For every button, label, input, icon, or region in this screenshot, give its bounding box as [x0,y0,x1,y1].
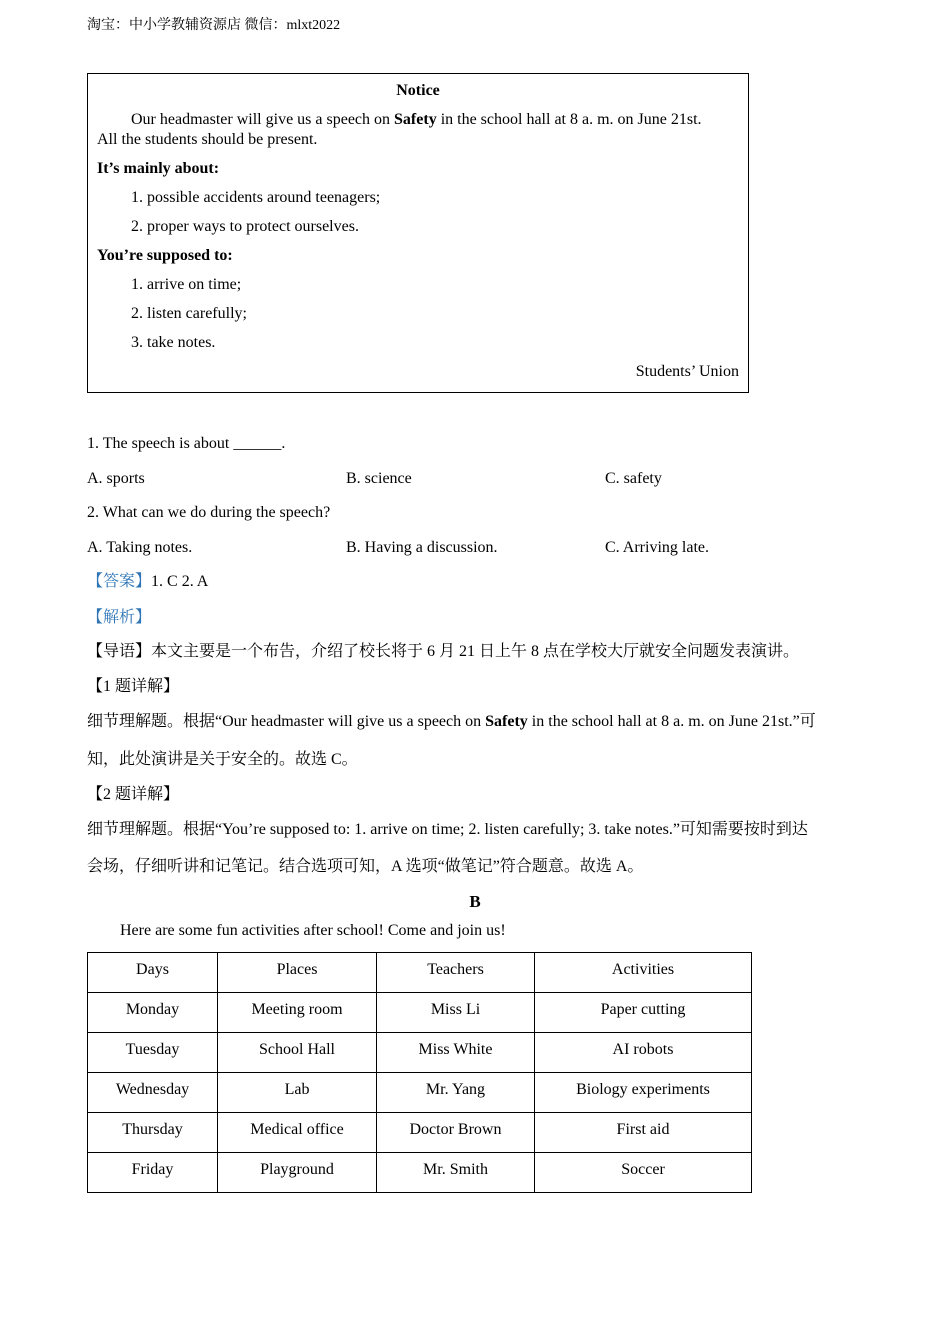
table-cell: School Hall [218,1033,377,1073]
table-cell: First aid [535,1113,752,1153]
table-row [88,1113,752,1153]
table-cell: AI robots [535,1033,752,1073]
table-row [88,1073,752,1113]
notice-intro-line2: All the students should be present. [97,131,318,148]
answer-text: 1. C 2. A [151,573,209,590]
notice-intro: Our headmaster will give us a speech on Safety in the school hall at 8 a. m. on June 21st. [131,111,702,128]
q2-detail-line2: 会场，仔细听讲和记笔记。结合选项可知，A 选项“做笔记”符合题意。故选 A。 [87,858,644,875]
header-cell: Places [218,953,377,993]
question-1-option-c: C. safety [605,470,662,487]
notice-supposed-item: 1. arrive on time; [131,276,242,293]
notice-supposed-heading: You’re supposed to: [97,247,233,264]
header-cell: Activities [535,953,752,993]
table-cell: Monday [88,993,218,1033]
notice-intro-bold: Safety [394,111,437,128]
table-header-row [88,953,752,993]
notice-supposed-item: 3. take notes. [131,334,216,351]
table-cell: Friday [88,1153,218,1193]
analysis-guide: 【导语】本文主要是一个布告，介绍了校长将于 6 月 21 日上午 8 点在学校大厅就安全问题发表演讲。 [87,643,800,660]
answer-line [87,572,208,592]
answer-label: 【答案】 [87,573,152,590]
table-cell: Mr. Yang [377,1073,535,1113]
q2-detail-heading: 【2 题详解】 [87,786,180,803]
table-cell: Miss White [377,1033,535,1073]
table-cell: Playground [218,1153,377,1193]
question-2-option-a: A. Taking notes. [87,539,193,556]
question-2-stem: 2. What can we do during the speech? [87,504,331,521]
q2-detail-line1: 细节理解题。根据“You’re supposed to: 1. arrive on time; 2. listen carefully; 3. take notes.”可知需要按时到达 [87,821,808,838]
header-note: 淘宝：中小学教辅资源店 微信：mlxt2022 [87,18,341,33]
table-cell: Medical office [218,1113,377,1153]
question-1-option-b: B. science [346,470,412,487]
q1-detail-heading: 【1 题详解】 [87,678,180,695]
q1-detail-bold: Safety [485,713,528,730]
notice-box [87,73,749,393]
table-cell: Meeting room [218,993,377,1033]
header-cell: Teachers [377,953,535,993]
notice-about-item: 1. possible accidents around teenagers; [131,189,381,206]
activities-table [87,952,752,1193]
table-cell: Doctor Brown [377,1113,535,1153]
q1-detail-line1: 细节理解题。根据“Our headmaster will give us a speech on Safety in the school hall at 8 a. m. on June 21st.”可 [87,713,816,730]
section-b-label: B [469,892,481,911]
table-row [88,1153,752,1193]
q1-detail-line2: 知，此处演讲是关于安全的。故选 C。 [87,751,358,768]
question-1-stem: 1. The speech is about ______. [87,435,286,452]
table-cell: Soccer [535,1153,752,1193]
table-cell: Lab [218,1073,377,1113]
table-cell: Tuesday [88,1033,218,1073]
table-cell: Wednesday [88,1073,218,1113]
notice-about-heading: It’s mainly about: [97,160,220,177]
section-b-intro: Here are some fun activities after school! Come and join us! [120,922,506,939]
notice-supposed-item: 2. listen carefully; [131,305,247,322]
table-cell: Paper cutting [535,993,752,1033]
header-cell: Days [88,953,218,993]
analysis-label: 【解析】 [87,609,152,626]
question-1-option-a: A. sports [87,470,145,487]
table-row [88,993,752,1033]
notice-about-item: 2. proper ways to protect ourselves. [131,218,359,235]
notice-signature: Students’ Union [635,363,739,380]
table-cell: Mr. Smith [377,1153,535,1193]
table-cell: Thursday [88,1113,218,1153]
question-2-option-b: B. Having a discussion. [346,539,498,556]
notice-title: Notice [396,82,440,99]
question-2-option-c: C. Arriving late. [605,539,709,556]
table-cell: Biology experiments [535,1073,752,1113]
table-row [88,1033,752,1073]
table-cell: Miss Li [377,993,535,1033]
